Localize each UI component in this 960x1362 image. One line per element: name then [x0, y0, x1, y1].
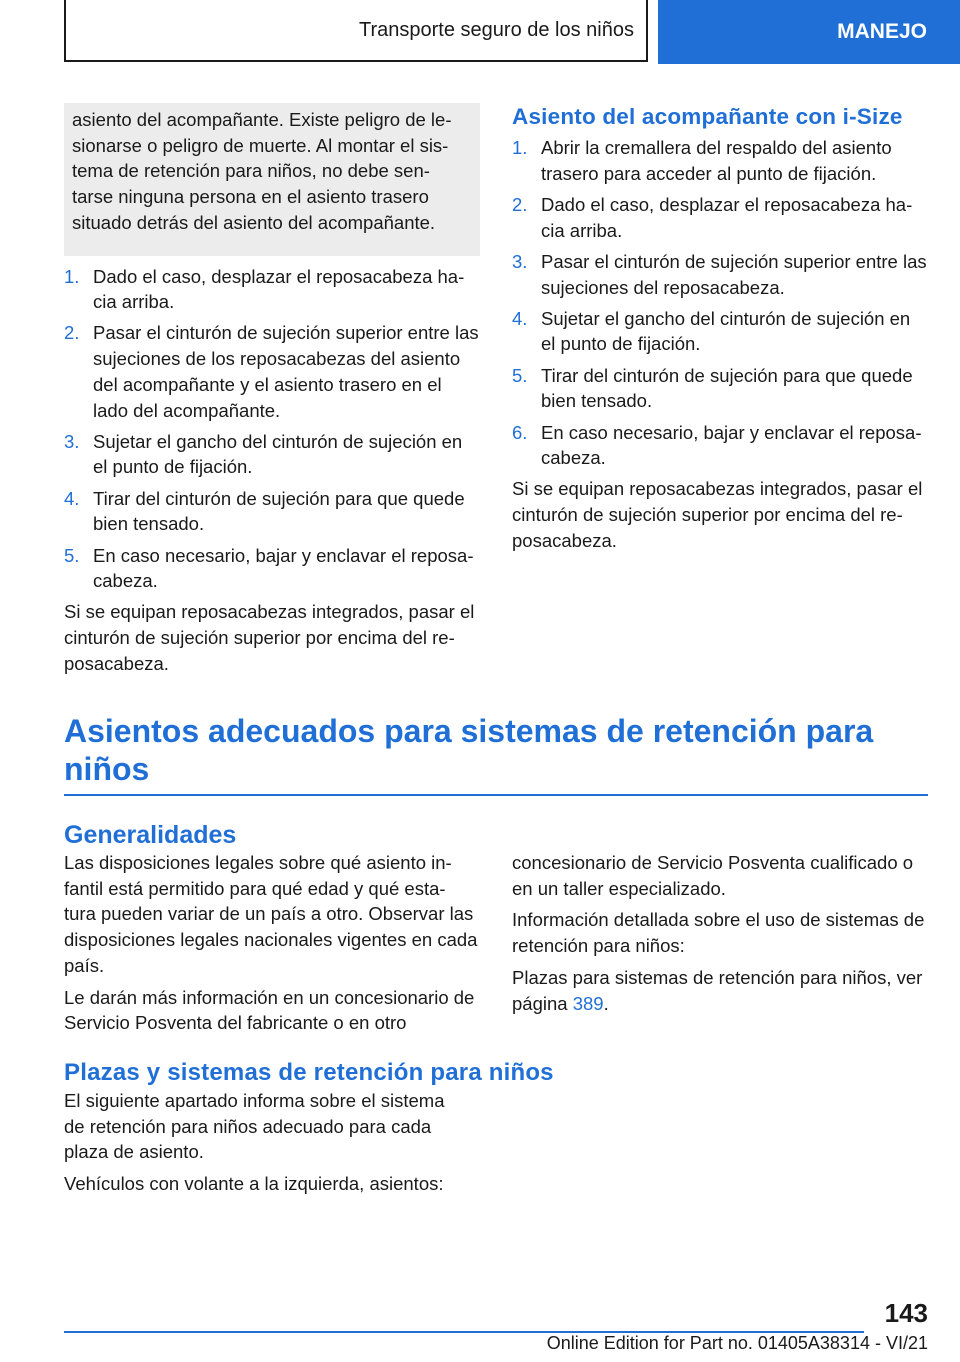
page-number: 143: [884, 1298, 928, 1328]
plazas-section: [64, 1058, 624, 1203]
step-number: 5.: [64, 544, 80, 566]
plazas-heading: Plazas y sistemas de retención para niños: [64, 1059, 554, 1086]
page-link[interactable]: 389: [572, 992, 604, 1014]
list-item: [64, 320, 480, 423]
list-item: [64, 264, 480, 315]
generalidades-p2: Le darán más información en un concesionario de Servicio Posventa del fabricante o en otro: [64, 986, 475, 1034]
main-heading: Asientos adecuados para sistemas de retención para niños: [64, 713, 874, 787]
generalidades-heading: Generalidades: [64, 821, 237, 849]
isize-heading: Asiento del acompañante con i-Size: [512, 104, 903, 129]
step-number: 2.: [64, 322, 80, 344]
step-number: 5.: [512, 364, 528, 386]
generalidades-p5: [512, 965, 928, 1016]
step-text: En caso necesario, bajar y enclavar el reposa- cabeza.: [93, 544, 474, 592]
step-text: En caso necesario, bajar y enclavar el reposa- cabeza.: [541, 421, 922, 469]
step-number: 4.: [64, 487, 80, 509]
list-item: [512, 420, 928, 471]
heading-divider: [64, 794, 928, 796]
step-text: Abrir la cremallera del respaldo del asiento trasero para acceder al punto de fijación.: [541, 137, 892, 184]
right-column: [512, 103, 928, 560]
generalidades-p4: Información detallada sobre el uso de sistemas de retención para niños:: [512, 909, 925, 957]
list-item: [512, 249, 928, 300]
chapter-header: [64, 0, 648, 62]
step-number: 1.: [512, 137, 528, 158]
generalidades-right: [512, 850, 928, 1022]
generalidades-left: [64, 820, 480, 1042]
left-note: Si se equipan reposacabezas integrados, pasar el cinturón de sujeción superior por encima del re- posacabeza.: [64, 601, 475, 674]
list-item: [64, 486, 480, 537]
list-item: [512, 192, 928, 243]
list-item: [512, 363, 928, 414]
right-note: Si se equipan reposacabezas integrados, pasar el cinturón de sujeción superior por encima del re- posacabeza.: [512, 478, 923, 551]
edition-info: Online Edition for Part no. 01405A38314 - VI/21: [546, 1333, 928, 1353]
step-text: Sujetar el gancho del cinturón de sujeción en el punto de fijación.: [93, 430, 463, 478]
right-steps-list: [512, 135, 928, 471]
step-text: Pasar el cinturón de sujeción superior entre las sujeciones de los reposacabezas del asiento del acompañante y el asiento trasero en el lado del acompañante.: [93, 322, 479, 421]
warning-box: [64, 103, 480, 256]
step-number: 4.: [512, 307, 528, 329]
generalidades-p3: concesionario de Servicio Posventa cualificado o en un taller especializado.: [512, 852, 914, 899]
list-item: [512, 135, 928, 186]
plazas-p2: Vehículos con volante a la izquierda, asientos:: [64, 1173, 444, 1195]
step-text: Tirar del cinturón de sujeción para que quede bien tensado.: [541, 364, 913, 412]
generalidades-p1: Las disposiciones legales sobre qué asiento in- fantil está permitido para qué edad y qué esta- tura pueden variar de un país a otro. Observar las disposiciones legales nacionales vigentes en cada país.: [64, 852, 478, 976]
step-number: 3.: [64, 430, 80, 452]
step-text: Sujetar el gancho del cinturón de sujeción en el punto de fijación.: [541, 307, 911, 355]
p5-suffix: .: [603, 992, 609, 1014]
step-text: Dado el caso, desplazar el reposacabeza ha- cia arriba.: [93, 265, 465, 313]
list-item: [64, 429, 480, 480]
warning-text: asiento del acompañante. Existe peligro de le- sionarse o peligro de muerte. Al montar el sis- tema de retención para niños, no debe sen- tarse ninguna persona en el asiento trasero situado detrás del asiento del acompañante.: [72, 109, 452, 233]
step-number: 3.: [512, 250, 528, 272]
section-label: MANEJO: [837, 20, 927, 43]
left-column: [64, 103, 480, 683]
step-text: Tirar del cinturón de sujeción para que quede bien tensado.: [93, 487, 465, 535]
list-item: [512, 306, 928, 357]
section-tab[interactable]: [658, 0, 960, 64]
step-number: 2.: [512, 193, 528, 215]
step-text: Dado el caso, desplazar el reposacabeza ha- cia arriba.: [541, 193, 913, 241]
step-number: 6.: [512, 421, 528, 443]
step-text: Pasar el cinturón de sujeción superior entre las sujeciones del reposacabeza.: [541, 250, 927, 298]
left-steps-list: [64, 264, 480, 594]
list-item: [64, 543, 480, 594]
plazas-p1: El siguiente apartado informa sobre el sistema de retención para niños adecuado para cada plaza de asiento.: [64, 1090, 445, 1163]
step-number: 1.: [64, 265, 80, 287]
chapter-title: Transporte seguro de los niños: [359, 18, 634, 41]
p5-text: Plazas para sistemas de retención para niños, ver página: [512, 966, 923, 1014]
